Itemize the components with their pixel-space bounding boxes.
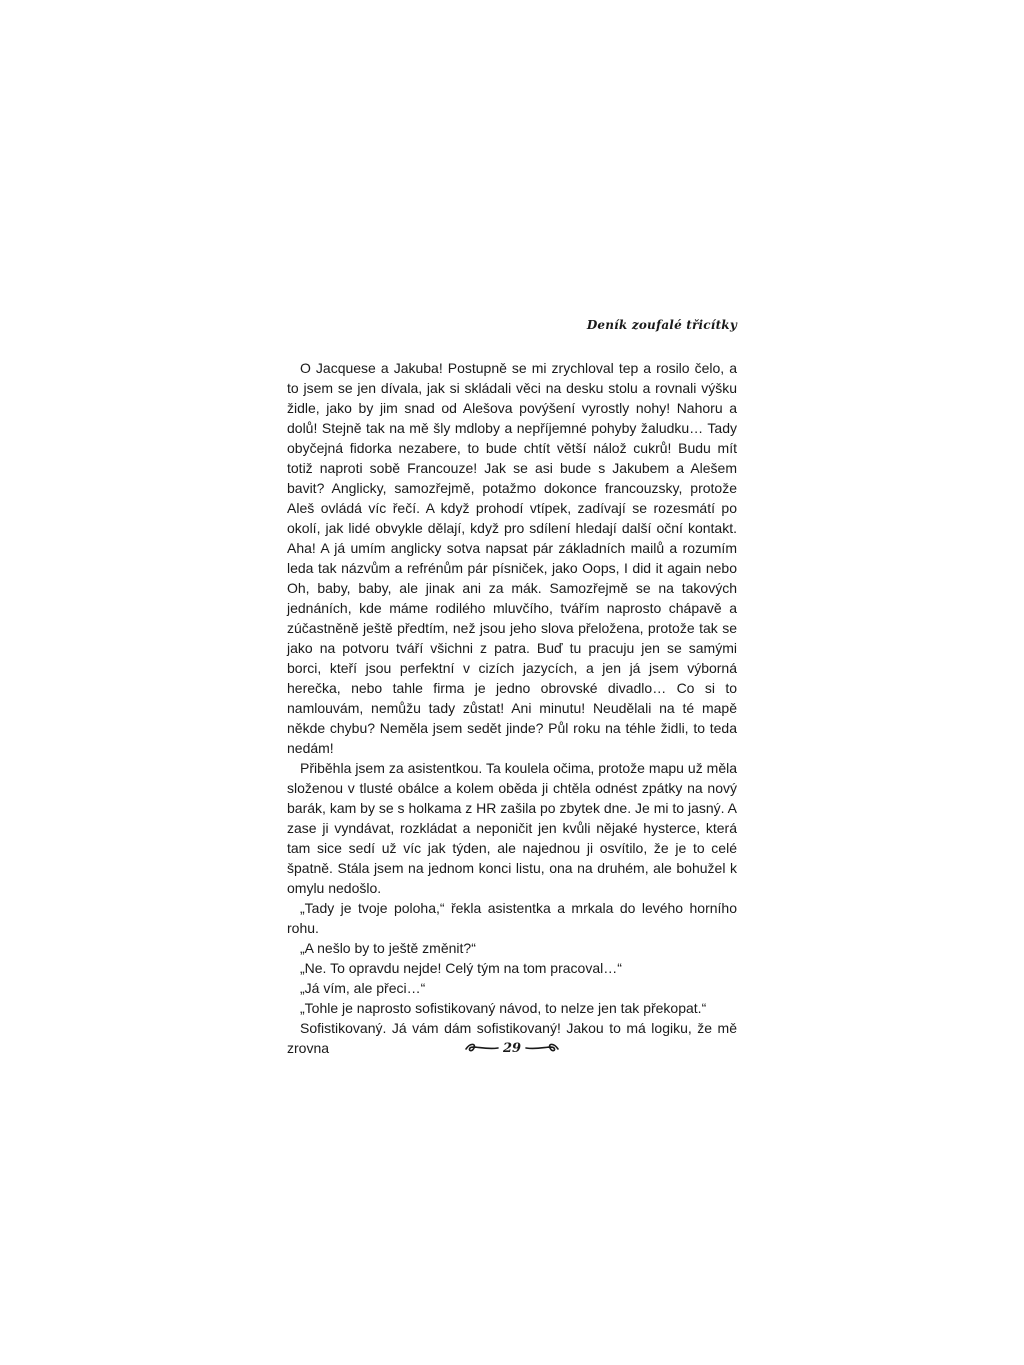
paragraph: O Jacquese a Jakuba! Postupně se mi zrychloval tep a rosilo čelo, a to jsem se jen dívala, jak si skládali věci na desku stolu a rovnali výšku židle, jako by jim snad od Alešova povýšení vyrostly nohy! Nahoru a dolů! Stejně tak na mě šly mdloby a nepříjemné pohyby žaludku… Tady obyčejná fidorka nezabere, to bude chtít větší nálož cukrů! Budu mít totiž naproti sobě Francouze! Jak se asi bude s Jakubem a Alešem bavit? Anglicky, samozřejmě, potažmo dokonce francouzsky, protože Aleš ovládá víc řečí. A když prohodí vtípek, zadívají se rozesmátí po okolí, jak lidé obvykle dělají, když pro sdílení hledají další oční kontakt. Aha! A já umím anglicky sotva napsat pár základních mailů a rozumím leda tak názvům a refrénům pár písniček, jako Oops, I did it again nebo Oh, baby, baby, ale jinak ani za mák. Samozřejmě se na takových jednáních, kde máme rodilého mluvčího, tvářím naprosto chápavě a zúčastněně ještě předtím, než jsou jeho slova přeložena, protože tak se jako na potvoru tváří všichni z patra. Buď tu pracuju jen se samými borci, kteří jsou perfektní v cizích jazycích, a jen já jsem výborná herečka, nebo tahle firma je jedno obrovské divadlo… Co si to namlouvám, nemůžu tady zůstat! Ani minutu! Neudělali na té mapě někde chybu? Neměla jsem sedět jinde? Půl roku na téhle židli, to teda nedám! bbox=[287, 360, 737, 756]
dialogue-line: „A nešlo by to ještě změnit?“ bbox=[300, 940, 476, 956]
running-header: Deník zoufalé třicítky bbox=[586, 318, 737, 332]
body-text bbox=[287, 358, 737, 1058]
paragraph: Přiběhla jsem za asistentkou. Ta koulela očima, protože mapu už měla složenou v tlusté obálce a kolem oběda ji chtěla odnést zpátky na nový barák, kam by se s holkama z HR zašila po zbytek dne. Je mi to jasný. A zase ji vyndávat, rozkládat a neponičit jen kvůli nějaké hysterce, která tam sice sedí už víc jak týden, ale najednou ji osvítilo, že je to celé špatně. Stála jsem na jednom konci listu, ona na druhém, ale bohužel k omylu nedošlo. bbox=[287, 760, 737, 896]
dialogue-line: „Tady je tvoje poloha,“ řekla asistentka a mrkala do levého horního rohu. bbox=[287, 900, 737, 936]
dialogue-line: „Já vím, ale přeci…“ bbox=[300, 980, 426, 996]
dialogue-line: „Ne. To opravdu nejde! Celý tým na tom pracoval…“ bbox=[300, 960, 622, 976]
dialogue-line: „Tohle je naprosto sofistikovaný návod, to nelze jen tak překopat.“ bbox=[300, 1000, 707, 1016]
page-footer bbox=[287, 1036, 737, 1060]
swash-ornament-right-icon bbox=[524, 1041, 560, 1055]
paragraph: Sofistikovaný. Já vám dám sofistikovaný! Jakou to má logiku, že mě zrovna bbox=[287, 1020, 737, 1056]
page-number: 29 bbox=[502, 1040, 522, 1056]
swash-ornament-left-icon bbox=[464, 1041, 500, 1055]
